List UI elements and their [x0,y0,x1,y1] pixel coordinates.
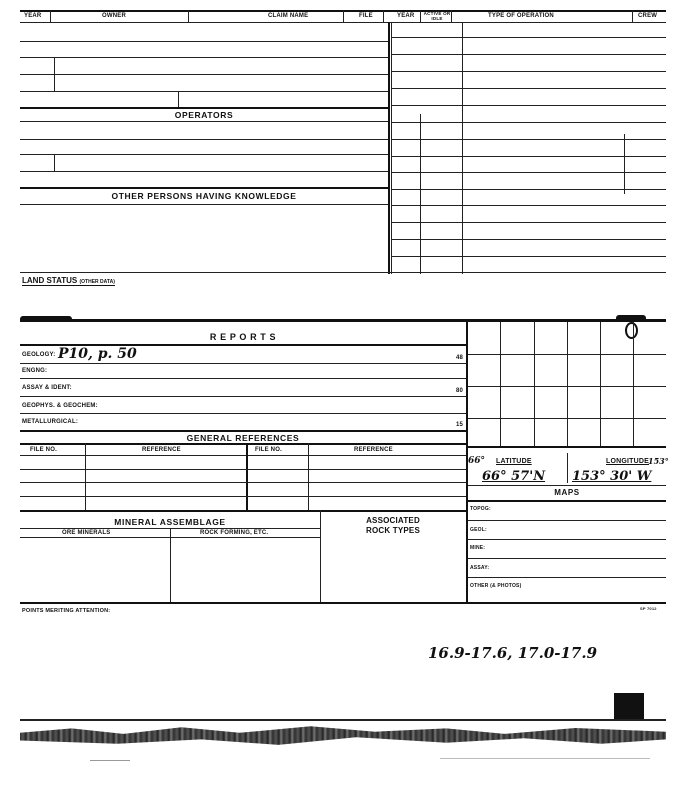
header-claim-name: CLAIM NAME [268,13,309,19]
land-status-text: LAND STATUS [22,276,78,285]
maps-heading: MAPS [554,488,580,497]
ink-mark-right [616,315,646,322]
general-references-heading: GENERAL REFERENCES [186,433,300,443]
gen-ref-header-file-no-2: FILE NO. [255,447,282,453]
header-crew: CREW [638,13,658,19]
operators-heading: OPERATORS [174,110,234,120]
points-meriting-attention: POINTS MERITING ATTENTION: [22,608,111,614]
reports-heading: R E P O R T S [209,332,277,342]
maps-item-mine: MINE: [470,545,486,551]
maps-item-assay: ASSAY: [470,565,490,571]
scan-speckle-1 [90,760,130,761]
form-code: SP 7012 [640,606,657,611]
report-num-metallurgical: 15 [456,422,464,428]
black-square-mark [614,693,644,719]
handwritten-numbers: 16.9-17.6, 17.0-17.9 [428,644,598,662]
location-grid [468,322,669,604]
mineral-assemblage-heading: MINERAL ASSEMBLAGE [114,517,226,527]
report-num-assay: 80 [456,388,464,394]
maps-item-geol: GEOL: [470,527,487,533]
header-year: YEAR [24,13,42,19]
report-label-metallurgical: METALLURGICAL: [22,419,79,425]
header-file: FILE [359,13,373,19]
maps-item-other: OTHER (& PHOTOS) [470,583,522,589]
associated-heading: ASSOCIATED [366,516,420,525]
gen-ref-header-reference-1: REFERENCE [142,447,181,453]
ore-minerals-heading: ORE MINERALS [62,530,111,536]
latitude-value: 66° 57'N [482,469,546,484]
longitude-label: LONGITUDE [606,458,650,465]
longitude-prefix: 153° [648,456,669,466]
report-label-assay: ASSAY & IDENT: [22,385,72,391]
gen-ref-header-file-no-1: FILE NO. [30,447,57,453]
rock-types-heading: ROCK TYPES [365,526,420,535]
latitude-prefix: 66° [468,456,486,466]
longitude-value: 153° 30' W [572,469,652,484]
report-label-geophys: GEOPHYS. & GEOCHEM: [22,403,98,409]
scan-speckle-2 [440,758,650,759]
top-table [20,4,666,274]
other-persons-heading: OTHER PERSONS HAVING KNOWLEDGE [111,191,297,201]
report-num-geology: 48 [456,355,464,361]
reports-section [20,322,466,604]
land-status-label [22,276,115,286]
report-label-geology: GEOLOGY: [22,352,56,358]
header-type-of-operation: TYPE OF OPERATION [488,13,554,19]
latitude-label: LATITUDE [496,458,532,465]
rock-forming-heading: ROCK FORMING, ETC. [200,530,269,536]
land-status-sub: (OTHER DATA) [79,279,115,285]
report-label-engng: ENGNG: [22,368,48,374]
header-active-or-idle: ACTIVE OR IDLE [423,11,451,21]
gen-ref-header-reference-2: REFERENCE [354,447,393,453]
header-year-right: YEAR [397,13,415,19]
maps-item-topog: TOPOG: [470,506,491,512]
torn-edge-band [20,724,666,746]
scan-edge-line [20,719,666,721]
header-owner: OWNER [102,13,126,19]
report-handwritten-geology: P10, p. 50 [58,346,137,362]
